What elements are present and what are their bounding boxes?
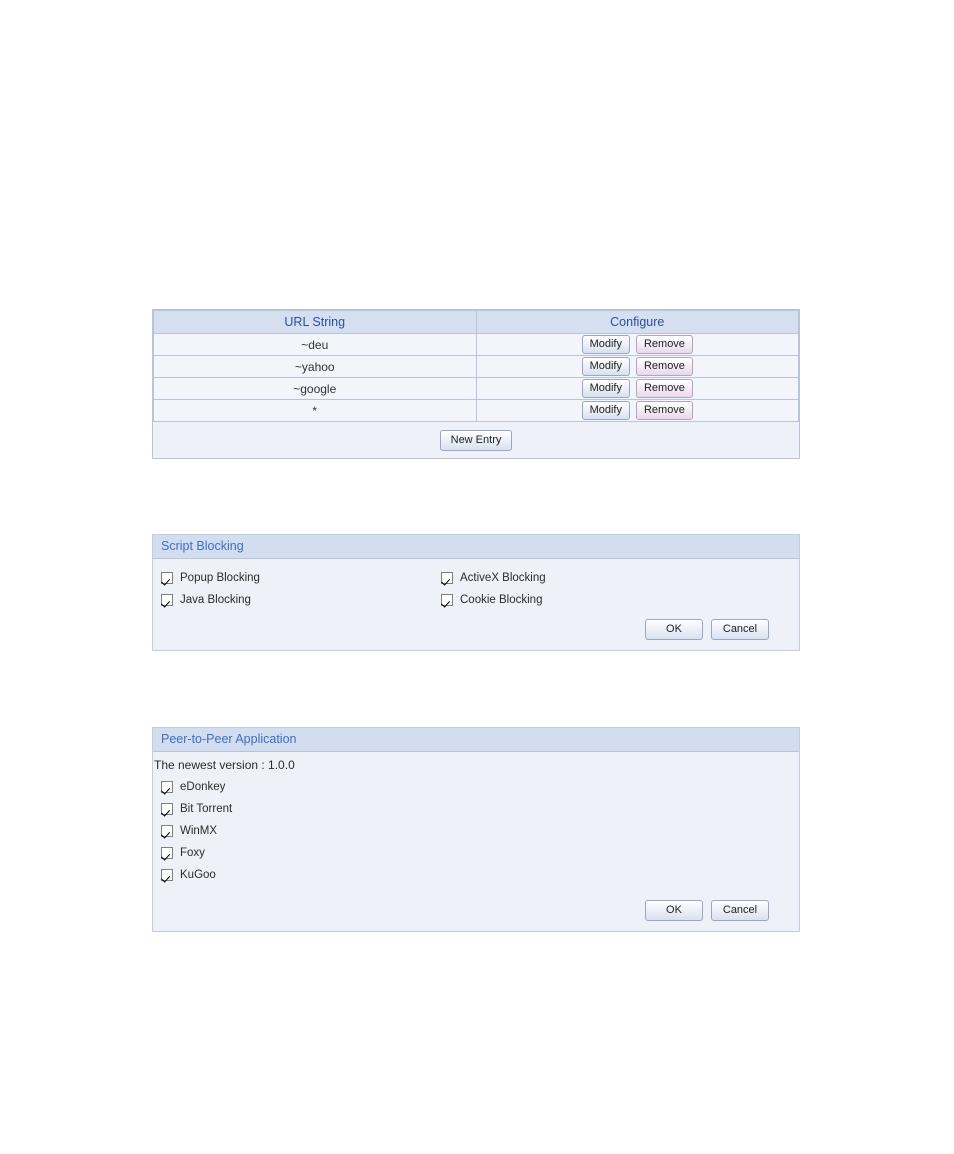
modify-button[interactable]: Modify: [582, 335, 630, 354]
url-filter-panel: [152, 309, 800, 459]
kugoo-checkbox[interactable]: [161, 869, 173, 881]
checkbox-row-popup-blocking[interactable]: [161, 567, 260, 589]
winmx-checkbox[interactable]: [161, 825, 173, 837]
script-blocking-left-column: [153, 567, 260, 611]
remove-button[interactable]: Remove: [636, 401, 693, 420]
foxy-label: Foxy: [180, 847, 205, 859]
table-row: [154, 356, 799, 378]
peer-to-peer-panel: [152, 727, 800, 932]
table-header: [154, 311, 799, 334]
script-blocking-title: Script Blocking: [153, 535, 799, 559]
popup-blocking-checkbox[interactable]: [161, 572, 173, 584]
url-string-cell: ~yahoo: [154, 356, 477, 378]
url-string-cell: ~google: [154, 378, 477, 400]
edonkey-label: eDonkey: [180, 781, 226, 793]
table-body: [154, 334, 799, 422]
configure-cell: [476, 400, 799, 422]
configure-cell: [476, 356, 799, 378]
peer-to-peer-cancel-button[interactable]: Cancel: [711, 900, 769, 921]
configure-cell: [476, 378, 799, 400]
peer-to-peer-body: [153, 752, 799, 931]
table-header-row: [154, 311, 799, 334]
activex-blocking-checkbox[interactable]: [441, 572, 453, 584]
peer-to-peer-title: Peer-to-Peer Application: [153, 728, 799, 752]
foxy-checkbox[interactable]: [161, 847, 173, 859]
script-blocking-cancel-button[interactable]: Cancel: [711, 619, 769, 640]
column-header-url-string: URL String: [154, 311, 477, 334]
checkbox-row-activex-blocking[interactable]: [441, 567, 546, 589]
remove-button[interactable]: Remove: [636, 357, 693, 376]
winmx-label: WinMX: [180, 825, 218, 837]
modify-button[interactable]: Modify: [582, 357, 630, 376]
newest-version-text: The newest version : 1.0.0: [154, 758, 295, 772]
checkbox-row-bit-torrent[interactable]: [161, 798, 799, 820]
script-blocking-panel: [152, 534, 800, 651]
script-blocking-options: [153, 567, 799, 619]
table-row: [154, 400, 799, 422]
kugoo-label: KuGoo: [180, 869, 216, 881]
cookie-blocking-checkbox[interactable]: [441, 594, 453, 606]
modify-button[interactable]: Modify: [582, 379, 630, 398]
script-blocking-right-column: [433, 567, 546, 611]
script-blocking-ok-button[interactable]: OK: [645, 619, 703, 640]
new-entry-button[interactable]: New Entry: [440, 430, 513, 451]
url-string-cell: ~deu: [154, 334, 477, 356]
remove-button[interactable]: Remove: [636, 379, 693, 398]
checkbox-row-kugoo[interactable]: [161, 864, 799, 886]
url-string-cell: *: [154, 400, 477, 422]
peer-to-peer-footer: [153, 886, 799, 931]
checkbox-row-foxy[interactable]: [161, 842, 799, 864]
table-row: [154, 334, 799, 356]
bit-torrent-label: Bit Torrent: [180, 803, 233, 815]
script-blocking-body: [153, 559, 799, 650]
modify-button[interactable]: Modify: [582, 401, 630, 420]
bit-torrent-checkbox[interactable]: [161, 803, 173, 815]
java-blocking-checkbox[interactable]: [161, 594, 173, 606]
script-blocking-footer: [153, 619, 799, 650]
checkbox-row-edonkey[interactable]: [161, 776, 799, 798]
cookie-blocking-label: Cookie Blocking: [460, 594, 543, 606]
popup-blocking-label: Popup Blocking: [180, 572, 260, 584]
peer-to-peer-ok-button[interactable]: OK: [645, 900, 703, 921]
edonkey-checkbox[interactable]: [161, 781, 173, 793]
java-blocking-label: Java Blocking: [180, 594, 251, 606]
table-row: [154, 378, 799, 400]
url-string-table: [153, 310, 799, 422]
checkbox-row-java-blocking[interactable]: [161, 589, 260, 611]
activex-blocking-label: ActiveX Blocking: [460, 572, 546, 584]
peer-to-peer-options: [153, 776, 799, 886]
remove-button[interactable]: Remove: [636, 335, 693, 354]
new-entry-row: [153, 422, 799, 458]
column-header-configure: Configure: [476, 311, 799, 334]
configure-cell: [476, 334, 799, 356]
checkbox-row-winmx[interactable]: [161, 820, 799, 842]
checkbox-row-cookie-blocking[interactable]: [441, 589, 546, 611]
